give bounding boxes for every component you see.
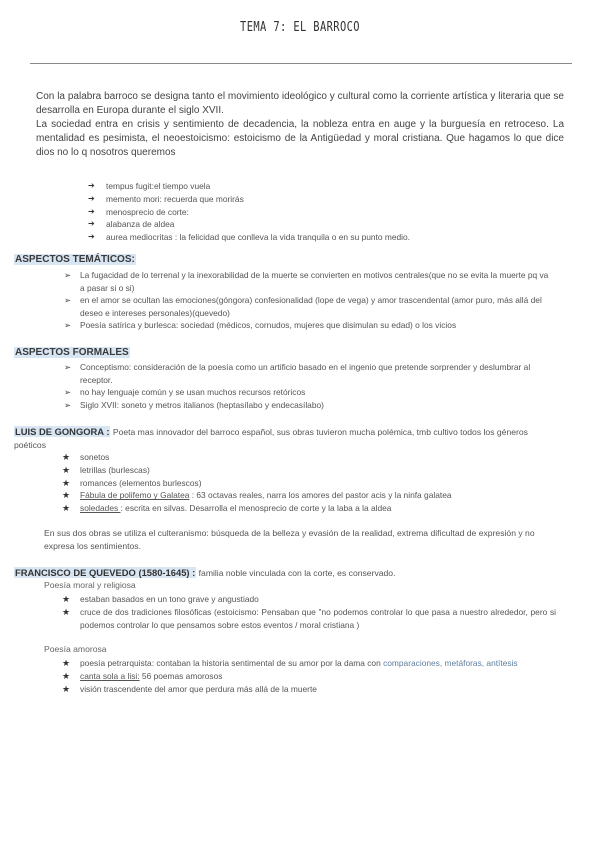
title-divider	[30, 63, 572, 64]
arrow-icon: ➔	[88, 193, 95, 203]
star-icon: ★	[62, 452, 71, 462]
arrowhead-icon: ➢	[64, 320, 72, 331]
list-item: ★ poesía petrarquista: contaban la historia sentimental de su amor por la dama con comparaciones, metáforas, antítesis	[62, 658, 518, 668]
culteranismo-note: En sus dos obras se utiliza el culteranismo: búsqueda de la belleza y evasión de la realidad, extrema dificultad de expresión y no expresa los sentimientos.	[44, 528, 535, 551]
moral-poetry-list	[62, 593, 556, 631]
topics-list	[88, 180, 558, 244]
gongora-heading: LUIS DE GONGORA :	[15, 426, 110, 437]
list-item: ★ romances (elementos burlescos)	[62, 477, 202, 488]
list-item: ➢ La fugacidad de lo terrenal y la inexorabilidad de la muerte se convierten en motivos centrales(que no se evita la muerte pq va a pasar si o si)	[64, 270, 549, 293]
arrow-icon: ➔	[88, 232, 95, 242]
gongora-works-list	[62, 451, 556, 515]
love-poetry-label: Poesía amorosa	[44, 644, 107, 654]
arrow-icon: ➔	[88, 219, 95, 229]
intro-paragraph-1: Con la palabra barroco se designa tanto el movimiento ideológico y cultural como la corriente artística y literaria que se desarrolla en Europa durante el siglo XVII.	[36, 91, 564, 116]
intro-paragraph-2: La sociedad entra en crisis y sentimiento de decadencia, la nobleza entra en auge y la burguesía en retroceso. La mentalidad es pesimista, el neoestoicismo: estoicismo de la Antigüedad y moral cristiana. Que hagamos lo que dice dios no lo q nosotros queremos	[36, 119, 564, 158]
list-item: ➢ no hay lenguaje común y se usan muchos recursos retóricos	[64, 387, 306, 398]
list-item: ➔ tempus fugit:el tiempo vuela	[88, 181, 211, 191]
aspectos-formales-heading: ASPECTOS FORMALES	[15, 347, 129, 358]
star-icon: ★	[62, 477, 71, 488]
intro-text	[36, 90, 564, 160]
arrowhead-icon: ➢	[64, 270, 72, 280]
love-poetry-list	[62, 657, 556, 695]
arrow-icon: ➔	[88, 206, 95, 216]
list-item: ★ Fábula de polifemo y Galatea : 63 octavas reales, narra los amores del pastor acis y la ninfa galatea	[62, 490, 452, 501]
quevedo-intro: FRANCISCO DE QUEVEDO (1580-1645) : familia noble vinculada con la corte, es conservado.	[15, 567, 396, 578]
star-icon: ★	[62, 464, 71, 475]
list-item: ➢ en el amor se ocultan las emociones(góngora) confesionalidad (lope de vega) y amor trascendental (amor puro, más allá del deseo e intereses personales)(quevedo)	[64, 295, 542, 318]
arrow-icon: ➔	[88, 181, 95, 190]
list-item: ➢ Siglo XVII: soneto y metros italianos (heptasílabo y endecasílabo)	[64, 399, 324, 410]
quevedo-heading: FRANCISCO DE QUEVEDO (1580-1645) :	[15, 567, 196, 578]
list-item: ★ estaban basados en un tono grave y angustiado	[62, 594, 259, 604]
list-item: ➔ aurea mediocritas : la felicidad que conlleva la vida tranquila o en su punto medio.	[88, 232, 411, 243]
list-item: ➢ Conceptismo: consideración de la poesía como un artificio basado en el ingenio que pretende sorprender y deslumbrar al receptor.	[64, 362, 531, 385]
arrowhead-icon: ➢	[64, 295, 72, 306]
page-title: TEMA 7: EL BARROCO	[240, 20, 360, 35]
aspectos-tematicos-heading: ASPECTOS TEMÁTICOS:	[15, 254, 135, 265]
arrowhead-icon: ➢	[64, 362, 72, 372]
list-item: ➢ Poesía satírica y burlesca: sociedad (médicos, cornudos, mujeres que disimulan su edad) o los vicios	[64, 320, 457, 331]
arrowhead-icon: ➢	[64, 387, 72, 398]
list-item: ★ visión trascendente del amor que perdura más allá de la muerte	[62, 683, 317, 694]
arrowhead-icon: ➢	[64, 399, 72, 410]
list-item: ➔ memento mori: recuerda que morirás	[88, 193, 244, 204]
list-item: ★ sonetos	[62, 452, 110, 462]
moral-poetry-label: Poesía moral y religiosa	[44, 580, 136, 590]
star-icon: ★	[62, 490, 71, 501]
gongora-intro: LUIS DE GONGORA : Poeta mas innovador del barroco español, sus obras tuvieron mucha polémica, tmb cultivo todos los géneros poéticos	[14, 426, 528, 450]
star-icon: ★	[62, 683, 71, 694]
aspectos-tematicos-list	[64, 269, 554, 332]
star-icon: ★	[62, 670, 71, 681]
list-item: ➔ alabanza de aldea	[88, 219, 175, 230]
star-icon: ★	[62, 658, 71, 668]
star-icon: ★	[62, 503, 71, 514]
star-icon: ★	[62, 594, 71, 604]
fabula-title: Fábula de polifemo y Galatea	[80, 490, 190, 501]
list-item: ★ soledades : escrita en silvas. Desarrolla el menosprecio de corte y la laba a la aldea	[62, 503, 392, 514]
list-item: ★ canta sola a lisi: 56 poemas amorosos	[62, 670, 223, 681]
soledades-title: soledades	[80, 503, 121, 514]
lisi-title: canta sola a lisi:	[80, 670, 140, 681]
list-item: ➔ menosprecio de corte:	[88, 206, 189, 217]
list-item: ★ letrillas (burlescas)	[62, 464, 150, 475]
list-item: ★ cruce de dos tradiciones filosóficas (estoicismo: Pensaban que "no podemos controlar lo que pasa a nuestro alrededor, pero si podemos controlar lo que pensamos sobre estos eventos / moral cristiana )	[62, 606, 556, 630]
aspectos-formales-list	[64, 361, 554, 411]
star-icon: ★	[62, 606, 71, 617]
